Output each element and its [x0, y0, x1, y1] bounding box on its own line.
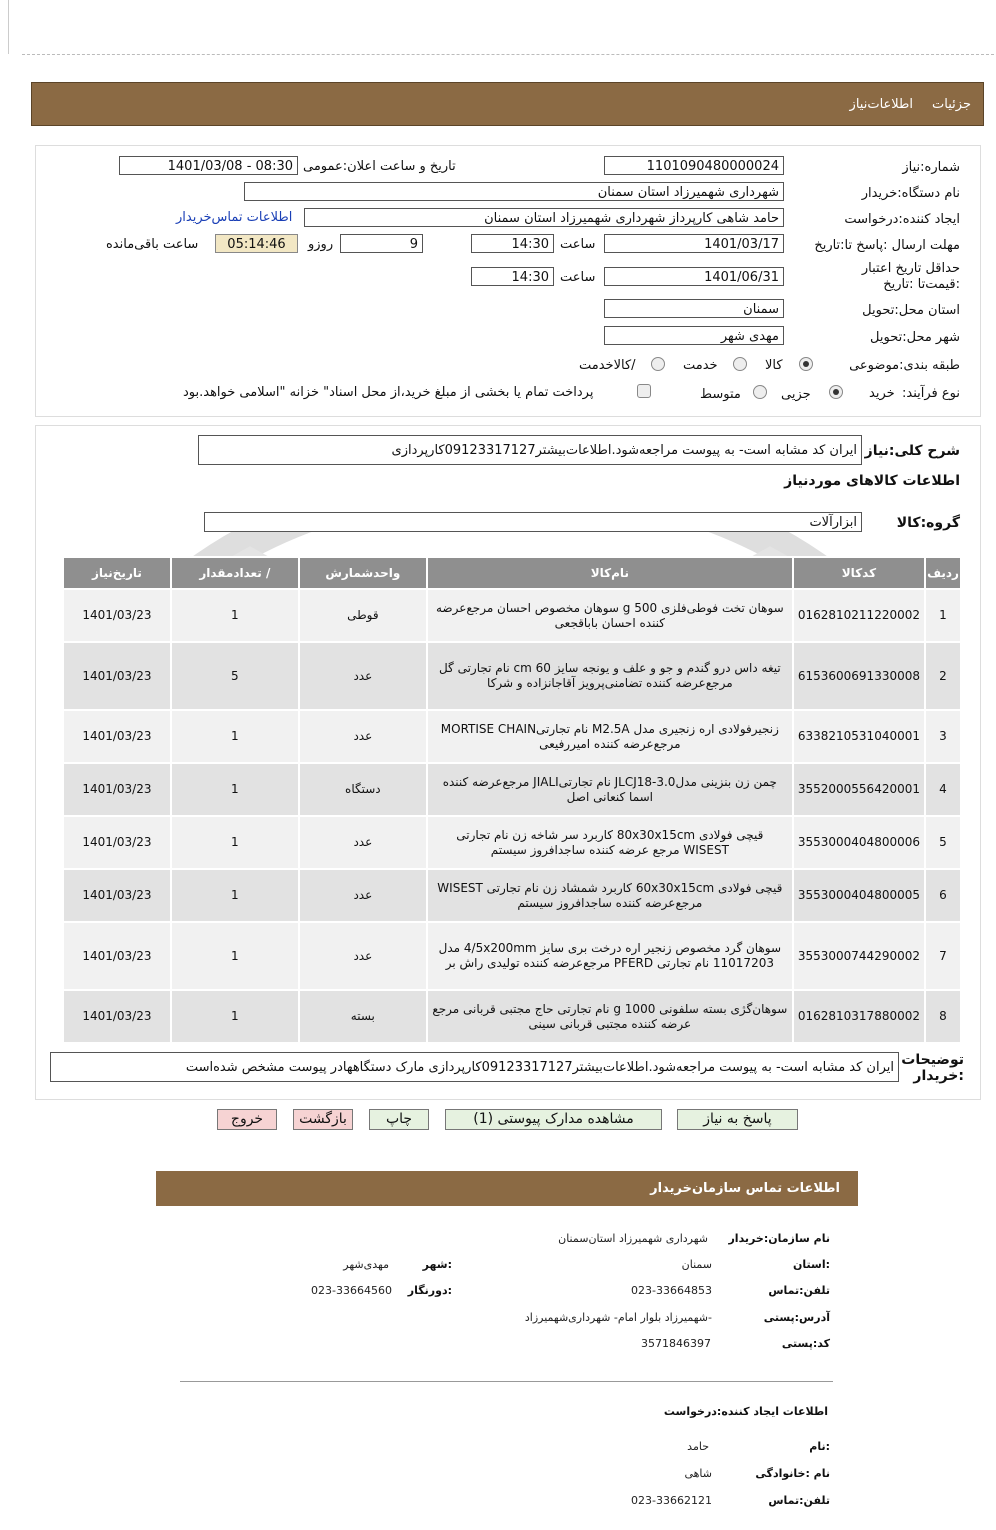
buyer-note-label: توضیحات :خریدار: [901, 1052, 964, 1084]
row-unit: عدد: [299, 922, 427, 990]
print-button[interactable]: چاپ: [369, 1109, 429, 1130]
table-row: [63, 642, 961, 710]
process-minor-radio[interactable]: [829, 385, 843, 399]
row-qty: 1: [171, 589, 299, 642]
row-qty: 1: [171, 869, 299, 922]
row-date: 1401/03/23: [63, 763, 171, 816]
summary-label: شرح کلی:نیاز: [864, 443, 960, 459]
treasury-payment-checkbox[interactable]: [637, 384, 651, 398]
row-name: زنجیرفولادی اره زنجیری مدل M2.5A نام تجارتیMORTISE CHAIN مرجع‌عرضه کننده امیررفیعی: [427, 710, 793, 763]
city-label: شهر محل:تحویل: [870, 330, 960, 345]
row-unit: عدد: [299, 869, 427, 922]
row-name: سوهان تخت فوطی‌فلزی 500 g سوهان مخصوص احسان مرجع‌عرضه کننده احسان باباقجعی: [427, 589, 793, 642]
col-code: کدکالا: [793, 557, 925, 589]
contact-header: [156, 1171, 858, 1206]
row-code: 3553000744290002: [793, 922, 925, 990]
contact-province-label: :استان: [793, 1258, 830, 1271]
goods-group-label: گروه:کالا: [896, 515, 960, 531]
contact-fax-label: :دورنگار: [407, 1284, 452, 1297]
row-date: 1401/03/23: [63, 869, 171, 922]
goods-group-field: ابزارآلات: [204, 512, 862, 532]
row-index: 4: [925, 763, 961, 816]
table-row: [63, 710, 961, 763]
process-buy-label: خرید: [869, 386, 895, 401]
remaining-time: 05:14:46: [215, 234, 298, 253]
page-header: [31, 82, 984, 126]
top-divider: [22, 54, 994, 55]
creator-name-label: :نام: [809, 1440, 830, 1453]
table-row: [63, 763, 961, 816]
province-label: استان محل:تحویل: [862, 303, 960, 318]
row-date: 1401/03/23: [63, 922, 171, 990]
row-date: 1401/03/23: [63, 816, 171, 869]
buyer-org-label: نام دستگاه:خریدار: [861, 186, 960, 201]
validity-time-label: ساعت: [560, 270, 596, 285]
contact-title: اطلاعات تماس سازمان‌خریدار: [650, 1181, 840, 1196]
creator-phone-value: 023-33662121: [631, 1494, 712, 1507]
validity-label: حداقل تاریخ اعتبار :قیمت‌تا :تاریخ: [861, 261, 960, 292]
validity-time-field: 14:30: [471, 267, 554, 286]
table-row: [63, 990, 961, 1043]
row-qty: 1: [171, 990, 299, 1043]
contact-phone-value: 023-33664853: [631, 1284, 712, 1297]
contact-divider: [180, 1381, 833, 1382]
summary-field: ایران کد مشابه است- به پیوست مراجعه‌شود.اطلاعات‌بیشتر09123317127کارپردازی: [198, 435, 862, 465]
province-field: سمنان: [604, 299, 784, 318]
city-field: مهدی شهر: [604, 326, 784, 345]
row-code: 3552000556420001: [793, 763, 925, 816]
col-qty: / تعدادمقدار: [171, 557, 299, 589]
row-code: 6338210531040001: [793, 710, 925, 763]
category-goods-service-radio[interactable]: [651, 357, 665, 371]
table-header-row: [63, 557, 961, 589]
row-name: قیچی فولادی 60x30x15cm کاربرد شمشاد زن نام تجارتی WISEST مرجع‌عرضه کننده ساجدافروز سیستم: [427, 869, 793, 922]
row-qty: 5: [171, 642, 299, 710]
announce-label: تاریخ و ساعت اعلان:عمومی: [303, 159, 456, 174]
row-code: 0162810317880002: [793, 990, 925, 1043]
deadline-time-field: 14:30: [471, 234, 554, 253]
row-date: 1401/03/23: [63, 990, 171, 1043]
row-index: 3: [925, 710, 961, 763]
page-edge-line: [8, 0, 9, 54]
row-qty: 1: [171, 922, 299, 990]
row-index: 1: [925, 589, 961, 642]
row-qty: 1: [171, 816, 299, 869]
row-name: تیغه داس درو گندم و جو و علف و یونجه سایز 60 cm نام تجارتی گل مرجع‌عرضه کننده تضامنی‌پرویز آقاجانزاده و شرکا: [427, 642, 793, 710]
row-unit: عدد: [299, 710, 427, 763]
contact-city-label: :شهر: [422, 1258, 452, 1271]
tab-need-info[interactable]: اطلاعات‌نیاز: [849, 97, 913, 112]
row-index: 7: [925, 922, 961, 990]
contact-address-value: -شهمیرزاد بلوار امام- شهرداری‌شهمیرزاد: [524, 1311, 712, 1324]
row-unit: عدد: [299, 642, 427, 710]
deadline-label: مهلت ارسال :پاسخ تا:تاریخ: [814, 238, 960, 253]
requester-label: ایجاد کننده:درخواست: [844, 212, 960, 227]
row-index: 2: [925, 642, 961, 710]
treasury-payment-note: پرداخت تمام یا بخشی از مبلغ خرید،از محل اسناد" خزانه "اسلامی خواهد.بود: [183, 385, 594, 400]
category-service-label: خدمت: [683, 358, 718, 373]
col-row: ردیف: [925, 557, 961, 589]
deadline-date-field: 1401/03/17: [604, 234, 784, 253]
process-label: نوع فرآیند:: [902, 386, 960, 401]
process-minor-label: جزیی: [781, 387, 811, 402]
category-goods-radio[interactable]: [799, 357, 813, 371]
row-name: قیچی فولادی 80x30x15cm کاربرد سر شاخه زن نام تجارتی WISEST مرجع عرضه کننده ساجدافروز سیستم: [427, 816, 793, 869]
row-qty: 1: [171, 763, 299, 816]
creator-phone-label: تلفن:تماس: [768, 1494, 830, 1507]
contact-fax-value: 023-33664560: [311, 1284, 392, 1297]
deadline-time-label: ساعت: [560, 237, 596, 252]
process-medium-radio[interactable]: [753, 385, 767, 399]
row-unit: بسته: [299, 990, 427, 1043]
row-name: سوهان‌گژی بسته سلفونی 1000 g نام تجارتی حاج مجتبی قربانی مرجع عرضه کننده مجتبی قربانی سینی: [427, 990, 793, 1043]
buyer-org-field: شهرداری شهمیرزاد استان سمنان: [244, 182, 784, 201]
announce-field: 1401/03/08 - 08:30: [119, 156, 298, 175]
contact-postal-value: 3571846397: [641, 1337, 711, 1350]
col-name: نام‌کالا: [427, 557, 793, 589]
need-number-label: شماره:نیاز: [902, 160, 960, 175]
contact-address-label: آدرس:پستی: [763, 1311, 830, 1324]
goods-info-title: اطلاعات کالاهای موردنیاز: [784, 473, 960, 489]
row-code: 6153600691330008: [793, 642, 925, 710]
row-unit: دستگاه: [299, 763, 427, 816]
col-unit: واحدشمارش: [299, 557, 427, 589]
org-label: نام سازمان:خریدار: [728, 1232, 830, 1245]
attachments-button[interactable]: مشاهده مدارک پیوستی (1): [445, 1109, 662, 1130]
category-goods-label: کالا: [765, 358, 783, 373]
buyer-contact-link[interactable]: اطلاعات تماس‌خریدار: [176, 210, 293, 225]
category-label: طبقه بندی:موضوعی: [849, 358, 960, 373]
creator-family-value: شاهی: [684, 1467, 712, 1480]
row-index: 8: [925, 990, 961, 1043]
contact-city-value: مهدی‌شهر: [343, 1258, 389, 1271]
row-date: 1401/03/23: [63, 642, 171, 710]
reply-button[interactable]: پاسخ به نیاز: [677, 1109, 798, 1130]
row-unit: قوطی: [299, 589, 427, 642]
days-label: روزو: [308, 237, 334, 252]
buyer-note-field: ایران کد مشابه است- به پیوست مراجعه‌شود.اطلاعات‌بیشتر09123317127کارپردازی مارک دستگاههادر پیوست مشخص شده‌است: [50, 1052, 899, 1082]
row-date: 1401/03/23: [63, 589, 171, 642]
days-field: 9: [340, 234, 423, 253]
row-code: 0162810211220002: [793, 589, 925, 642]
goods-table: [62, 556, 962, 1044]
category-goods-service-label: /کالاخدمت: [579, 358, 636, 373]
col-date: تاریخ‌نیاز: [63, 557, 171, 589]
contact-province-value: سمنان: [681, 1258, 712, 1271]
row-date: 1401/03/23: [63, 710, 171, 763]
row-index: 5: [925, 816, 961, 869]
table-row: [63, 589, 961, 642]
creator-family-label: نام :خانوادگی: [755, 1467, 830, 1480]
table-row: [63, 869, 961, 922]
row-name: چمن زن بنزینی مدلJLCJ18-3.0 نام تجارتیJIALI مرجع‌عرضه کننده اسما کنعانی اصل: [427, 763, 793, 816]
row-code: 3553000404800006: [793, 816, 925, 869]
category-service-radio[interactable]: [733, 357, 747, 371]
row-name: سوهان گرد مخصوص زنجیر اره درخت بری سایز 4/5x200mm مدل 11017203 نام تجارتی PFERD مرجع‌عرضه کننده تولیدی راش بر: [427, 922, 793, 990]
contact-phone-label: تلفن:تماس: [768, 1284, 830, 1297]
row-code: 3553000404800005: [793, 869, 925, 922]
back-button[interactable]: بازگشت: [293, 1109, 353, 1130]
table-row: [63, 922, 961, 990]
exit-button[interactable]: خروج: [217, 1109, 277, 1130]
table-row: [63, 816, 961, 869]
row-index: 6: [925, 869, 961, 922]
need-number-field: 1101090480000024: [604, 156, 784, 175]
row-qty: 1: [171, 710, 299, 763]
process-medium-label: متوسط: [700, 387, 741, 402]
requester-field: حامد شاهی کارپرداز شهرداری شهمیرزاد استان سمنان: [304, 208, 784, 227]
validity-date-field: 1401/06/31: [604, 267, 784, 286]
row-unit: عدد: [299, 816, 427, 869]
contact-postal-label: کد:پستی: [781, 1337, 830, 1350]
creator-name-value: حامد: [687, 1440, 709, 1453]
tab-details[interactable]: جزئیات: [932, 97, 971, 112]
creator-title: اطلاعات ایجاد کننده:درخواست: [663, 1405, 828, 1418]
remaining-label: ساعت باقی‌مانده: [106, 237, 199, 252]
org-value: شهرداری شهمیرزاد استان‌سمنان: [558, 1232, 708, 1245]
